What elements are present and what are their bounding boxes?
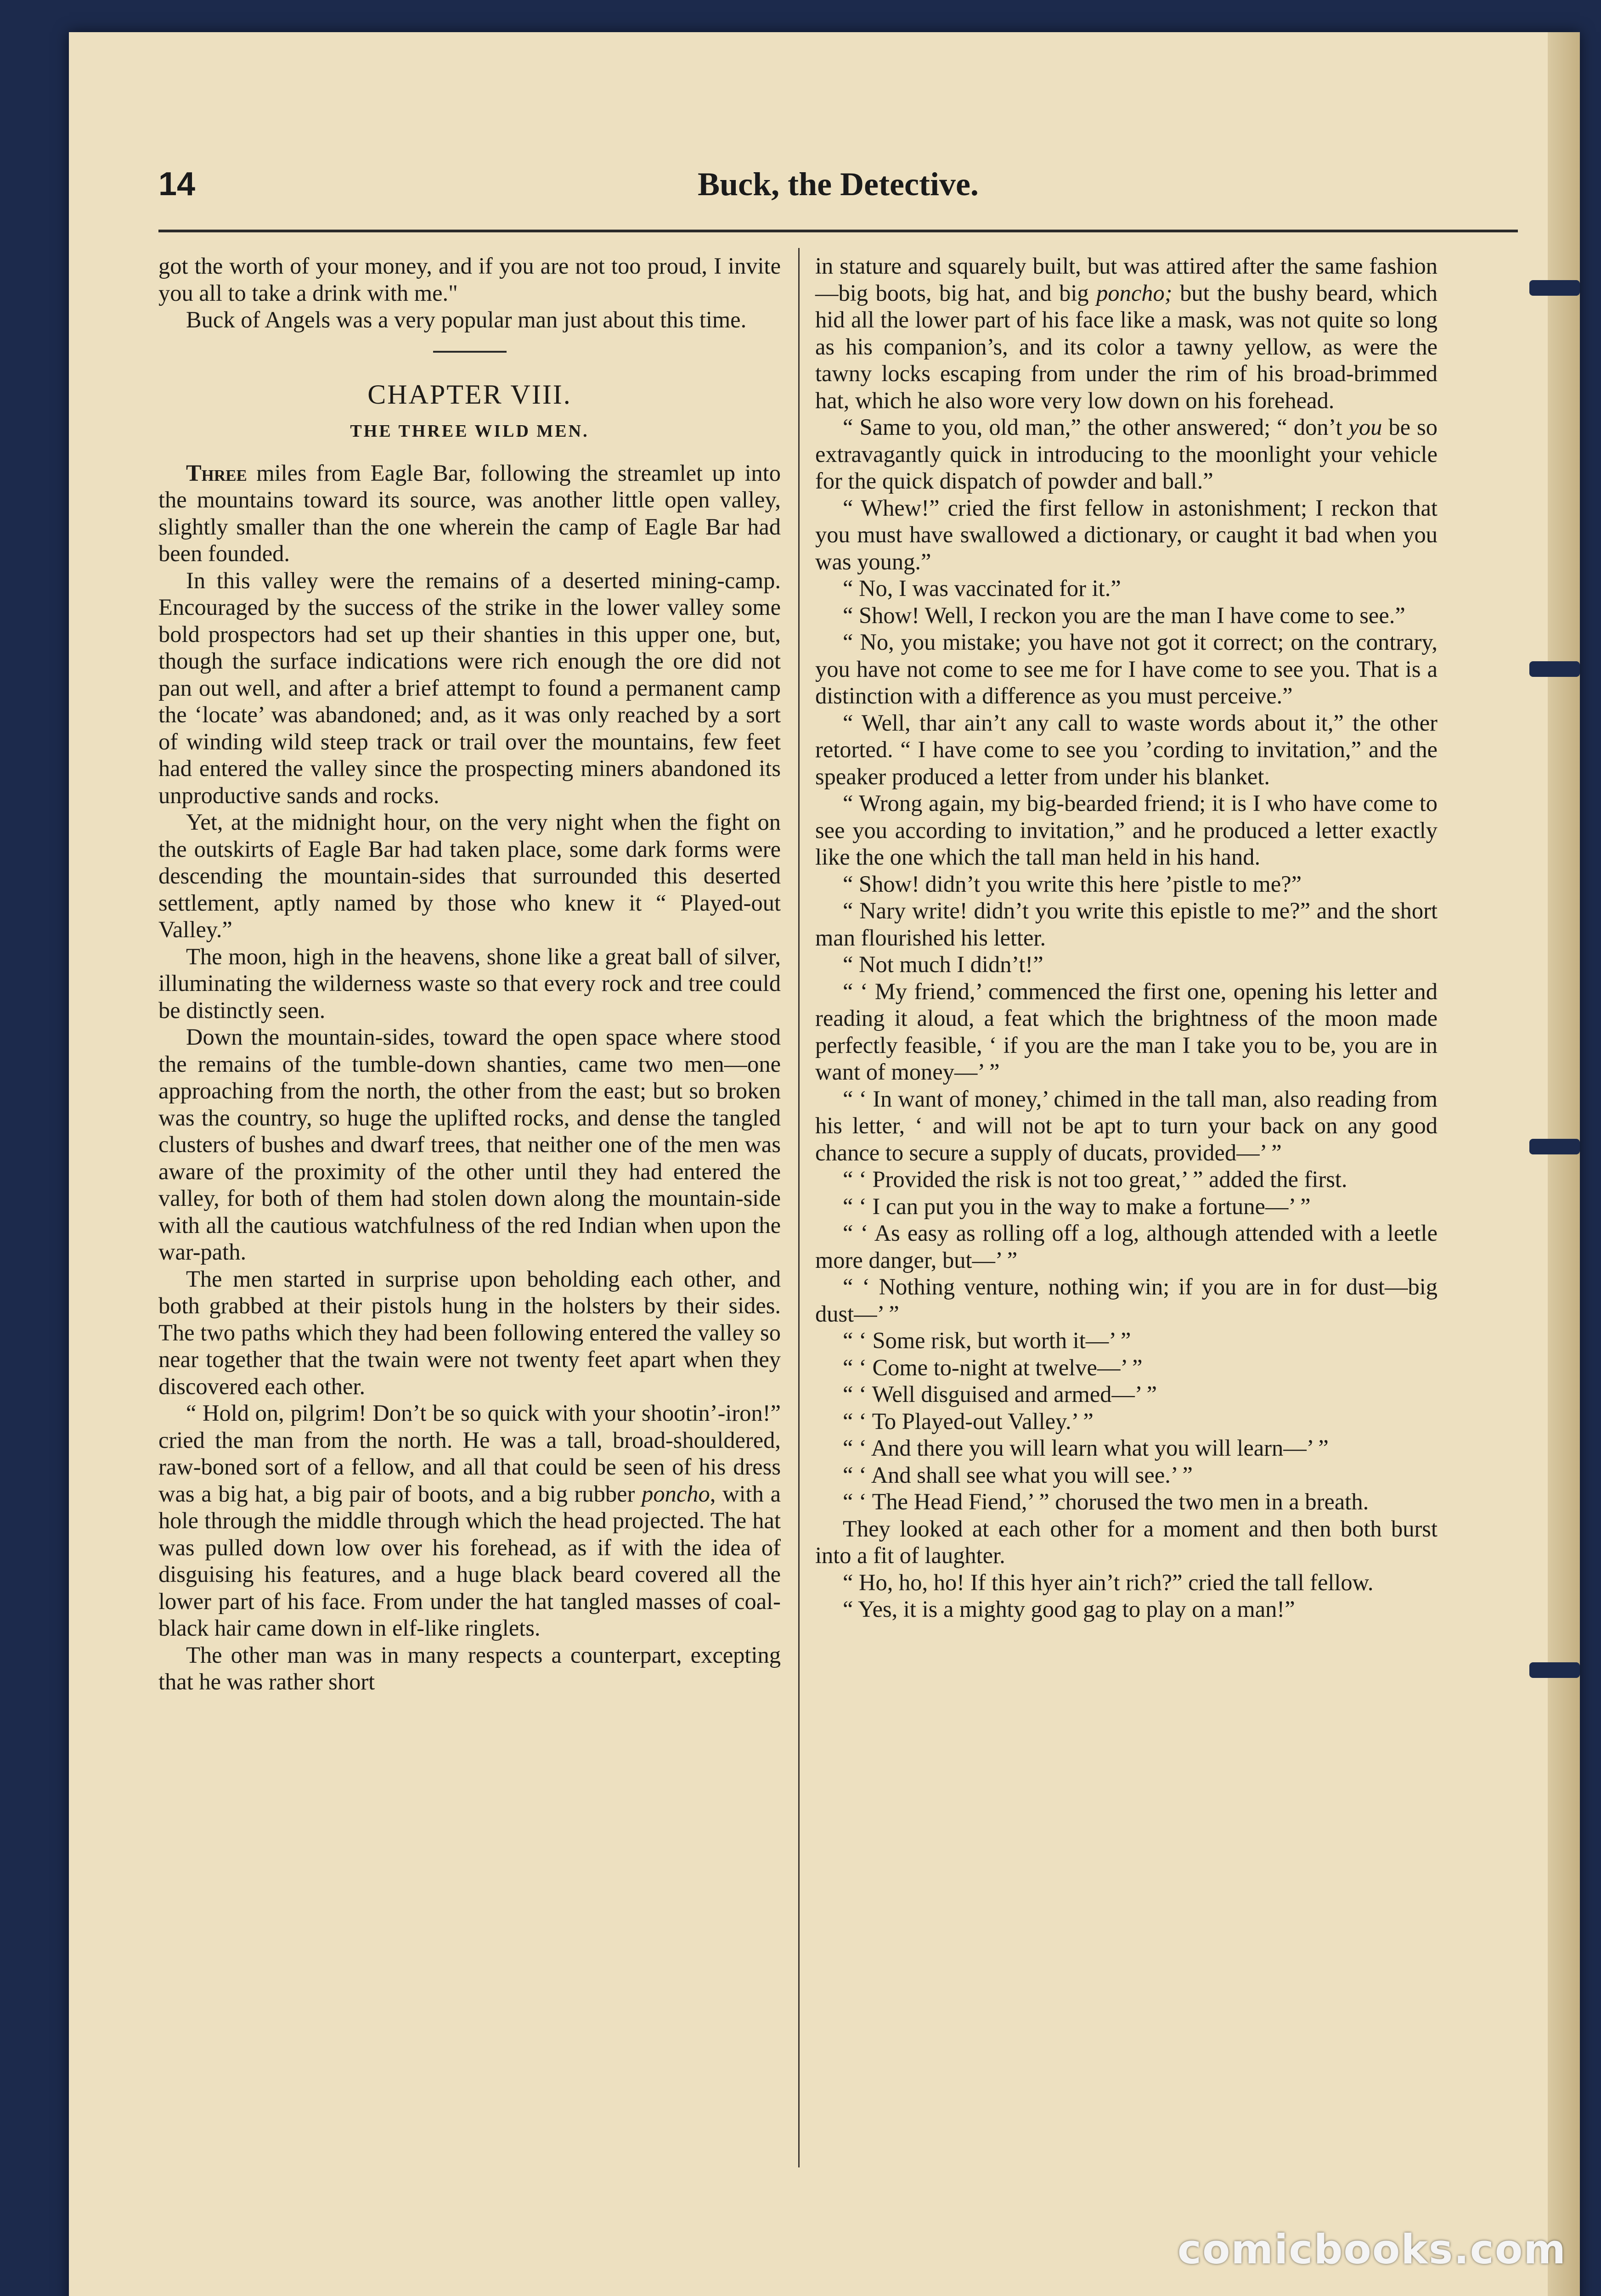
watermark: comicbooks.com	[1177, 2226, 1567, 2273]
paragraph-text: , with a hole through the middle through which the head projected. The hat was pulled down low over his forehead, as if with the idea of disguising his features, and a huge black beard covered all the lower part of his face. From under the hat tangled masses of coal-black hair came down in elf-like ringlets.	[158, 1480, 781, 1641]
page-header	[158, 165, 1518, 216]
paragraph: “ ‘ I can put you in the way to make a fortune—’ ”	[843, 1193, 1311, 1219]
paragraph: “ Not much I didn’t!”	[843, 951, 1043, 977]
binding-hole	[1529, 1139, 1580, 1154]
paragraph: The moon, high in the heavens, shone like a great ball of silver, illuminating the wilderness waste so that every rock and tree could be distinctly seen.	[158, 943, 781, 1023]
paragraph	[815, 253, 1438, 414]
paragraph: “ No, you mistake; you have not got it correct; on the contrary, you have not come to see me for I have come to see you. That is a distinction with a difference as you must perceive.”	[815, 629, 1438, 709]
paragraph: “ Nary write! didn’t you write this epistle to me?” and the short man flourished his letter.	[815, 898, 1438, 951]
column-divider	[798, 248, 800, 2167]
paragraph: “ Ho, ho, ho! If this hyer ain’t rich?” cried the tall fellow.	[843, 1569, 1374, 1595]
running-title: Buck, the Detective.	[698, 166, 979, 203]
paragraph	[815, 414, 1438, 495]
chapter-title: CHAPTER VIII.	[367, 379, 572, 410]
paragraph: “ ‘ Nothing venture, nothing win; if you are in for dust—big dust—’ ”	[815, 1274, 1438, 1327]
paragraph: “ ‘ Well disguised and armed—’ ”	[843, 1381, 1157, 1407]
paragraph: Down the mountain-sides, toward the open space where stood the remains of the tumble-down shanties, came two men—one approaching from the north, the other from the east; but so broken was the country, so huge the uplifted rocks, and dense the tangled clusters of bushes and dwarf trees, that neither one of the men was aware of the proximity of the other until they had entered the valley, for both of them had stolen down along the mountain-side with all the cautious watchfulness of the red Indian when upon the war-path.	[158, 1024, 781, 1265]
paragraph: “ No, I was vaccinated for it.”	[843, 575, 1121, 601]
paragraph: Buck of Angels was a very popular man just about this time.	[186, 307, 747, 332]
paragraph: “ Show! didn’t you write this here ’pistle to me?”	[843, 871, 1302, 897]
emphasis: you	[1348, 414, 1382, 440]
left-column	[158, 253, 781, 2172]
page-spine	[1548, 32, 1580, 2296]
paragraph: “ ‘ And there you will learn what you will learn—’ ”	[843, 1435, 1329, 1461]
paragraph: “ ‘ As easy as rolling off a log, although attended with a leetle more danger, but—’ ”	[815, 1220, 1438, 1273]
paragraph-text: be so extravagantly quick in introducing to the moonlight your vehicle for the quick dispatch of powder and ball.”	[815, 414, 1438, 494]
paragraph: “ ‘ Provided the risk is not too great,’ ” added the first.	[843, 1166, 1347, 1192]
paragraph: “ Whew!” cried the first fellow in astonishment; I reckon that you must have swallowed a dictionary, or caught it bad when you was young.”	[815, 495, 1438, 574]
paragraph-text: “ Same to you, old man,” the other answered; “ don’t	[843, 414, 1349, 440]
right-column	[815, 253, 1438, 2172]
paragraph-text: miles from Eagle Bar, following the streamlet up into the mountains toward its source, was another little open valley, slightly smaller than the one wherein the camp of Eagle Bar had been founded.	[158, 460, 781, 566]
paragraph: Yet, at the midnight hour, on the very night when the fight on the outskirts of Eagle Bar had taken place, some dark forms were descending the mountain-sides that surrounded this deserted settlement, aptly named by those who knew it “ Played-out Valley.”	[158, 809, 781, 942]
paragraph: “ ‘ And shall see what you will see.’ ”	[843, 1462, 1193, 1488]
drop-word: Three	[186, 460, 247, 486]
paragraph-text: in stature and squarely built, but was attired after the same fashion—big boots, big hat, and big	[815, 253, 1438, 306]
emphasis: poncho;	[1096, 280, 1173, 306]
chapter-divider	[433, 351, 507, 353]
page-number: 14	[158, 166, 196, 203]
paragraph: “ Well, thar ain’t any call to waste words about it,” the other retorted. “ I have come to see you ’cording to invitation,” and the speaker produced a letter from under his blanket.	[815, 709, 1438, 789]
binding-hole	[1529, 280, 1580, 296]
paragraph: In this valley were the remains of a deserted mining-camp. Encouraged by the success of the strike in the lower valley some bold prospectors had set up their shanties in this upper one, but, though the surface indications were rich enough the ore did not pan out well, and after a brief attempt to found a permanent camp the ‘locate’ was abandoned; and, as it was only reached by a sort of winding wild steep track or trail over the mountains, few feet had entered the valley since the prospecting miners abandoned its unproductive sands and rocks.	[158, 567, 781, 808]
paragraph: got the worth of your money, and if you are not too proud, I invite you all to take a drink with me."	[158, 253, 781, 306]
paragraph: “ ‘ In want of money,’ chimed in the tall man, also reading from his letter, ‘ and will not be apt to turn your back on any good chance to secure a supply of ducats, provided—’ ”	[815, 1086, 1438, 1165]
header-rule	[158, 230, 1518, 232]
paragraph: “ Yes, it is a mighty good gag to play on a man!”	[843, 1596, 1295, 1622]
binding-hole	[1529, 661, 1580, 677]
paragraph: The other man was in many respects a counterpart, excepting that he was rather short	[158, 1642, 781, 1694]
paragraph-text: “ Hold on, pilgrim! Don’t be so quick with your shootin’-iron!” cried the man from the north. He was a tall, broad-shouldered, raw-boned sort of a fellow, and all that could be seen of his dress was a big hat, a big pair of boots, and a big rubber	[158, 1400, 781, 1507]
book-page	[69, 32, 1580, 2296]
paragraph: “ ‘ My friend,’ commenced the first one, opening his letter and reading it aloud, a feat which the brightness of the moon made perfectly feasible, ‘ if you are the man I take you to be, you are in want of money—’ ”	[815, 978, 1438, 1085]
paragraph: “ Wrong again, my big-bearded friend; it is I who have come to see you according to invitation,” and he produced a letter exactly like the one which the tall man held in his hand.	[815, 790, 1438, 870]
chapter-subtitle: THE THREE WILD MEN.	[350, 422, 589, 441]
paragraph: The men started in surprise upon beholding each other, and both grabbed at their pistols hung in the holsters by their sides. The two paths which they had been following entered the valley so near together that the twain were not twenty feet apart when they discovered each other.	[158, 1266, 781, 1399]
paragraph: “ ‘ Come to-night at twelve—’ ”	[843, 1354, 1143, 1380]
paragraph: They looked at each other for a moment and then both burst into a fit of laughter.	[815, 1515, 1438, 1568]
paragraph: “ ‘ Some risk, but worth it—’ ”	[843, 1328, 1131, 1353]
paragraph	[158, 460, 781, 567]
emphasis: poncho	[642, 1480, 710, 1507]
paragraph	[158, 1400, 781, 1642]
paragraph-text: but the bushy beard, which hid all the lower part of his face like a mask, was not quite so long as his companion’s, and its color a tawny yellow, as were the tawny locks escaping from under the rim of his broad-brimmed hat, which he also wore very low down on his forehead.	[815, 280, 1438, 413]
paragraph: “ ‘ To Played-out Valley.’ ”	[843, 1408, 1094, 1434]
binding-hole	[1529, 1662, 1580, 1678]
paragraph: “ ‘ The Head Fiend,’ ” chorused the two men in a breath.	[843, 1489, 1369, 1514]
paragraph: “ Show! Well, I reckon you are the man I have come to see.”	[843, 602, 1405, 628]
